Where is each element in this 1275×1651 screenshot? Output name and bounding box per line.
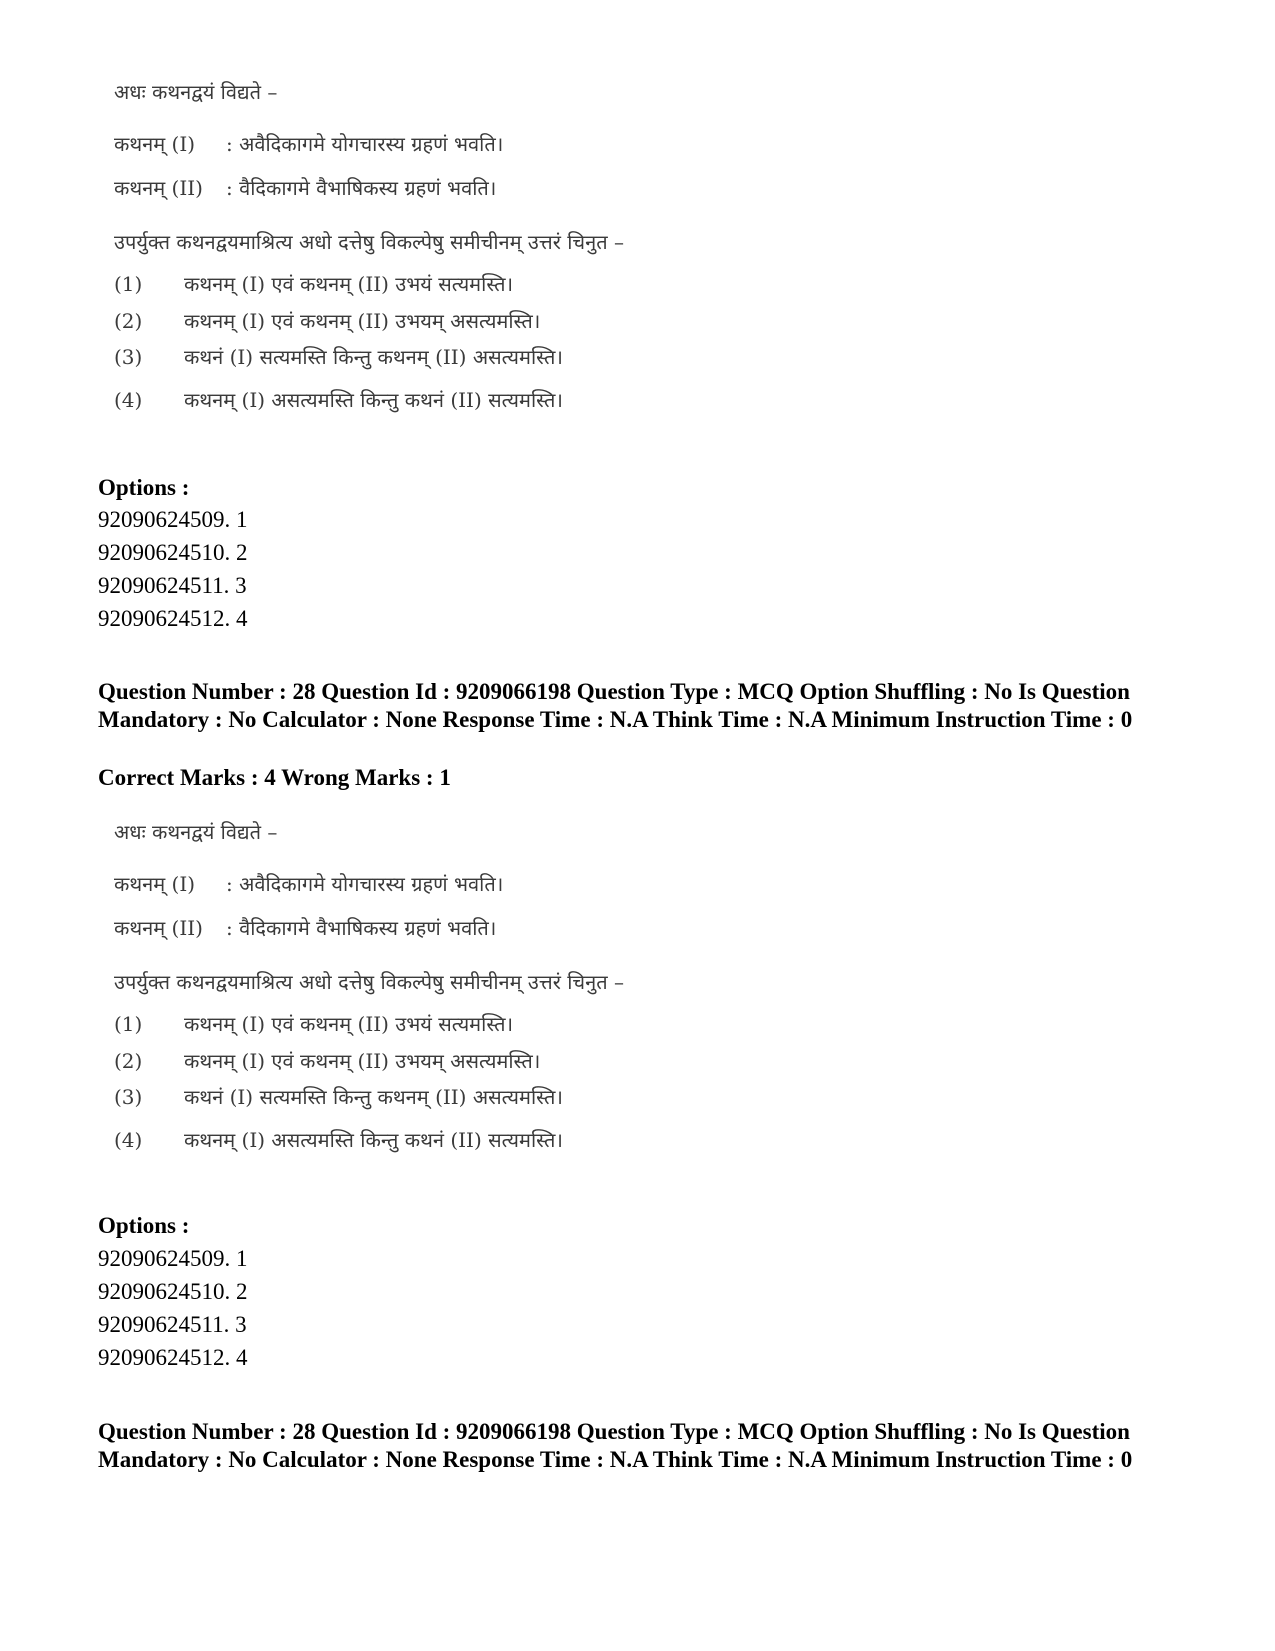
choice-4 xyxy=(114,386,563,413)
option-line-2: 92090624510. 2 xyxy=(98,540,248,565)
statement-1 xyxy=(114,130,503,157)
choice-1 xyxy=(114,270,513,297)
statement-2-label: कथनम् (II) xyxy=(114,916,203,940)
option-line-3: 92090624511. 3 xyxy=(98,1312,247,1337)
choice-3 xyxy=(114,1083,563,1110)
choice-2 xyxy=(114,1047,540,1074)
statement-2 xyxy=(114,914,496,941)
choice-text: कथनं (I) सत्यमस्ति किन्तु कथनम् (II) असत्यमस्ति। xyxy=(184,1085,563,1109)
choice-1 xyxy=(114,1010,513,1037)
marks-line: Correct Marks : 4 Wrong Marks : 1 xyxy=(98,765,451,790)
option-line-4: 92090624512. 4 xyxy=(98,606,248,631)
question-meta: Question Number : 28 Question Id : 9209066198 Question Type : MCQ Option Shuffling : No Is Question Mandatory : No Calculator : None Response Time : N.A Think Time : N.A Minimum Instruction Time : 0 xyxy=(98,679,1133,732)
option-line-2: 92090624510. 2 xyxy=(98,1279,248,1304)
question-meta: Question Number : 28 Question Id : 9209066198 Question Type : MCQ Option Shuffling : No Is Question Mandatory : No Calculator : None Response Time : N.A Think Time : N.A Minimum Instruction Time : 0 xyxy=(98,1419,1133,1472)
question-instruction: उपर्युक्त कथनद्वयमाश्रित्य अधो दत्तेषु विकल्पेषु समीचीनम् उत्तरं चिनुत – xyxy=(114,230,624,254)
option-line-4: 92090624512. 4 xyxy=(98,1345,248,1370)
question-intro: अधः कथनद्वयं विद्यते – xyxy=(114,820,278,844)
question-image xyxy=(100,70,720,430)
question-instruction: उपर्युक्त कथनद्वयमाश्रित्य अधो दत्तेषु विकल्पेषु समीचीनम् उत्तरं चिनुत – xyxy=(114,970,624,994)
choice-number: (2) xyxy=(114,1049,143,1073)
statement-2 xyxy=(114,174,496,201)
choice-text: कथनम् (I) एवं कथनम् (II) उभयम् असत्यमस्ति। xyxy=(184,1049,541,1073)
choice-number: (4) xyxy=(114,1128,143,1152)
statement-2-text: : वैदिकागमे वैभाषिकस्य ग्रहणं भवति। xyxy=(226,916,497,940)
choice-4 xyxy=(114,1126,563,1153)
choice-text: कथनम् (I) एवं कथनम् (II) उभयं सत्यमस्ति। xyxy=(184,272,514,296)
choice-number: (1) xyxy=(114,272,143,296)
choice-text: कथनं (I) सत्यमस्ति किन्तु कथनम् (II) असत्यमस्ति। xyxy=(184,345,563,369)
statement-1 xyxy=(114,870,503,897)
options-heading: Options : xyxy=(98,1213,190,1238)
option-line-1: 92090624509. 1 xyxy=(98,507,248,532)
question-intro: अधः कथनद्वयं विद्यते – xyxy=(114,80,278,104)
choice-number: (1) xyxy=(114,1012,143,1036)
statement-2-text: : वैदिकागमे वैभाषिकस्य ग्रहणं भवति। xyxy=(226,176,497,200)
option-line-1: 92090624509. 1 xyxy=(98,1246,248,1271)
option-line-3: 92090624511. 3 xyxy=(98,573,247,598)
statement-2-label: कथनम् (II) xyxy=(114,176,203,200)
statement-1-text: : अवैदिकागमे योगचारस्य ग्रहणं भवति। xyxy=(226,872,504,896)
choice-text: कथनम् (I) असत्यमस्ति किन्तु कथनं (II) सत्यमस्ति। xyxy=(184,1128,563,1152)
choice-text: कथनम् (I) एवं कथनम् (II) उभयम् असत्यमस्ति। xyxy=(184,309,541,333)
choice-number: (3) xyxy=(114,1085,143,1109)
options-heading: Options : xyxy=(98,475,190,500)
choice-number: (3) xyxy=(114,345,143,369)
choice-text: कथनम् (I) एवं कथनम् (II) उभयं सत्यमस्ति। xyxy=(184,1012,514,1036)
choice-2 xyxy=(114,307,540,334)
choice-3 xyxy=(114,343,563,370)
choice-text: कथनम् (I) असत्यमस्ति किन्तु कथनं (II) सत्यमस्ति। xyxy=(184,388,563,412)
statement-1-text: : अवैदिकागमे योगचारस्य ग्रहणं भवति। xyxy=(226,132,504,156)
choice-number: (2) xyxy=(114,309,143,333)
statement-1-label: कथनम् (I) xyxy=(114,132,196,156)
statement-1-label: कथनम् (I) xyxy=(114,872,196,896)
choice-number: (4) xyxy=(114,388,143,412)
question-image xyxy=(100,810,720,1170)
